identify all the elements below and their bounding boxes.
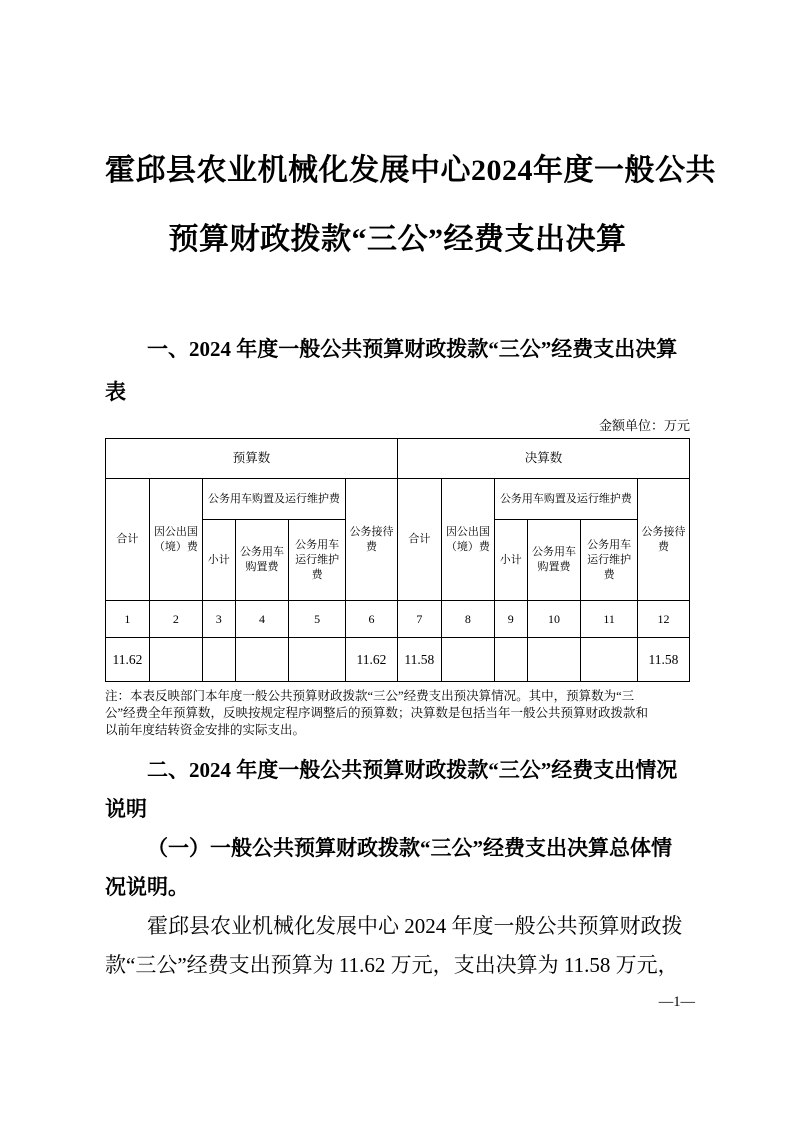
budget-abroad-header: 因公出国（境）费 [149,479,202,601]
value-cell-final-subtotal [494,638,527,682]
column-number-cell: 2 [149,601,202,638]
value-cell-budget-total: 11.62 [106,638,150,682]
column-number-cell: 10 [527,601,581,638]
value-cell-budget-purchase [235,638,289,682]
budget-reception-header: 公务接待费 [346,479,398,601]
column-number-cell: 1 [106,601,150,638]
section1-heading [105,328,690,414]
budget-purchase-header: 公务用车购置费 [235,520,289,601]
column-number-cell: 9 [494,601,527,638]
column-number-cell: 4 [235,601,289,638]
value-cell-budget-reception: 11.62 [346,638,398,682]
column-number-cell: 5 [289,601,346,638]
section2-heading-line-2: 说明 [105,797,147,821]
section1-heading-line-2: 表 [105,380,126,404]
column-number-cell: 6 [346,601,398,638]
value-cell-final-operation [581,638,638,682]
final-reception-header: 公务接待费 [637,479,689,601]
section2-sub-heading [105,829,690,907]
final-vehicle-group-header: 公务用车购置及运行维护费 [494,479,637,520]
table-note [105,688,690,739]
section2-heading [105,751,690,829]
amount-unit-label: 金额单位：万元 [598,418,690,433]
table-note-line-3: 以前年度结转资金安排的实际支出。 [105,723,306,737]
value-cell-budget-subtotal [202,638,235,682]
section2-sub-heading-line-1: （一）一般公共预算财政拨款“三公”经费支出决算总体情 [147,836,672,860]
budget-total-header: 合计 [106,479,150,601]
column-number-cell: 11 [581,601,638,638]
column-number-cell: 12 [637,601,689,638]
value-cell-final-total: 11.58 [397,638,441,682]
final-purchase-header: 公务用车购置费 [527,520,581,601]
budget-operation-header: 公务用车运行维护费 [289,520,346,601]
table-note-line-2: 公”经费全年预算数，反映按规定程序调整后的预算数；决算数是包括当年一般公共预算财政拨款和 [105,706,649,720]
budget-vehicle-group-header: 公务用车购置及运行维护费 [202,479,345,520]
table-header-row-upper [106,479,690,520]
value-cell-final-reception: 11.58 [637,638,689,682]
document-title [105,136,716,274]
budget-group-header: 预算数 [106,439,398,479]
page-number: —1— [658,994,695,1010]
table-value-row [106,638,690,682]
section1-heading-line-1: 一、2024 年度一般公共预算财政拨款“三公”经费支出决算 [147,337,678,361]
final-group-header: 决算数 [397,439,689,479]
value-cell-final-purchase [527,638,581,682]
final-subtotal-header: 小计 [494,520,527,601]
document-title-line-1: 霍邱县农业机械化发展中心2024年度一般公共 [105,154,716,187]
column-number-cell: 8 [441,601,494,638]
final-total-header: 合计 [397,479,441,601]
section2-paragraph [105,907,690,985]
final-operation-header: 公务用车运行维护费 [581,520,638,601]
column-number-cell: 3 [202,601,235,638]
section2-sub-heading-line-2: 况说明。 [105,875,189,899]
value-cell-final-abroad [441,638,494,682]
table-column-number-row [106,601,690,638]
value-cell-budget-abroad [149,638,202,682]
document-title-line-2: 预算财政拨款“三公”经费支出决算 [168,223,627,256]
value-cell-budget-operation [289,638,346,682]
table-note-line-1: 注：本表反映部门本年度一般公共预算财政拨款“三公”经费支出预决算情况。其中，预算数为“三 [105,689,635,703]
column-number-cell: 7 [397,601,441,638]
final-abroad-header: 因公出国（境）费 [441,479,494,601]
section2-paragraph-line-1: 霍邱县农业机械化发展中心 2024 年度一般公共预算财政拨 [147,914,683,938]
table-group-header-row [106,439,690,479]
budget-subtotal-header: 小计 [202,520,235,601]
section2-heading-line-1: 二、2024 年度一般公共预算财政拨款“三公”经费支出情况 [147,758,678,782]
section2-paragraph-line-2: 款“三公”经费支出预算为 11.62 万元，支出决算为 11.58 万元， [105,953,679,977]
three-public-expense-table [105,438,690,682]
